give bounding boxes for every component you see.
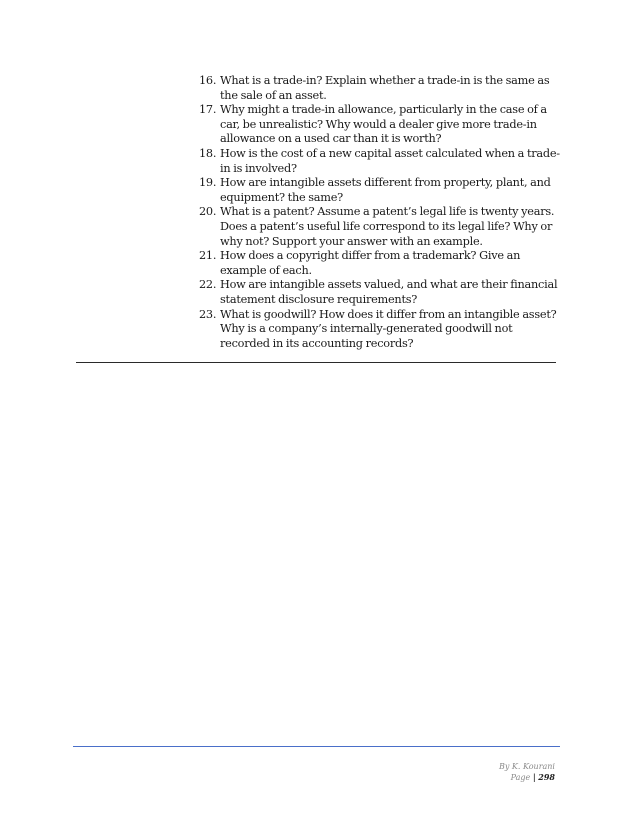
question-number: 19. bbox=[199, 176, 217, 190]
footer-page-label: Page bbox=[510, 773, 531, 782]
question-text: How does a copyright differ from a trademark? Give an example of each. bbox=[220, 249, 521, 277]
question-text: What is a trade-in? Explain whether a trade-in is the same as the sale of an asset. bbox=[220, 74, 550, 102]
footer-page bbox=[499, 772, 555, 783]
question-item bbox=[199, 74, 561, 103]
question-number: 22. bbox=[199, 278, 217, 292]
question-number: 23. bbox=[199, 307, 217, 321]
footer-divider bbox=[73, 746, 560, 747]
question-item bbox=[199, 205, 561, 249]
question-text: How are intangible assets valued, and what are their financial statement disclosure requirements? bbox=[220, 278, 558, 306]
question-number: 18. bbox=[199, 146, 217, 160]
page-footer bbox=[499, 761, 555, 783]
question-text: What is goodwill? How does it differ from an intangible asset? Why is a company’s internally-generated goodwill not recorded in its accounting records? bbox=[220, 307, 557, 350]
question-item bbox=[199, 308, 561, 352]
question-text: Why might a trade-in allowance, particularly in the case of a car, be unrealistic? Why would a dealer give more trade-in allowance on a used car than it is worth? bbox=[220, 103, 547, 146]
question-number: 17. bbox=[199, 103, 217, 117]
question-item bbox=[199, 176, 561, 205]
question-text: What is a patent? Assume a patent’s legal life is twenty years. Does a patent’s useful life correspond to its legal life? Why or why not? Support your answer with an example. bbox=[220, 205, 555, 248]
question-item bbox=[199, 147, 561, 176]
footer-author: By K. Kourani bbox=[498, 762, 555, 771]
section-divider bbox=[76, 362, 556, 363]
question-item bbox=[199, 103, 561, 147]
question-number: 21. bbox=[199, 249, 217, 263]
question-item bbox=[199, 278, 561, 307]
question-text: How is the cost of a new capital asset calculated when a trade-in is involved? bbox=[220, 146, 560, 175]
question-text: How are intangible assets different from property, plant, and equipment? the same? bbox=[220, 176, 551, 204]
footer-page-number: 298 bbox=[538, 772, 555, 782]
question-number: 20. bbox=[199, 205, 217, 219]
question-number: 16. bbox=[199, 74, 217, 87]
footer-separator: | bbox=[532, 772, 536, 782]
question-item bbox=[199, 249, 561, 278]
question-list bbox=[199, 74, 561, 351]
